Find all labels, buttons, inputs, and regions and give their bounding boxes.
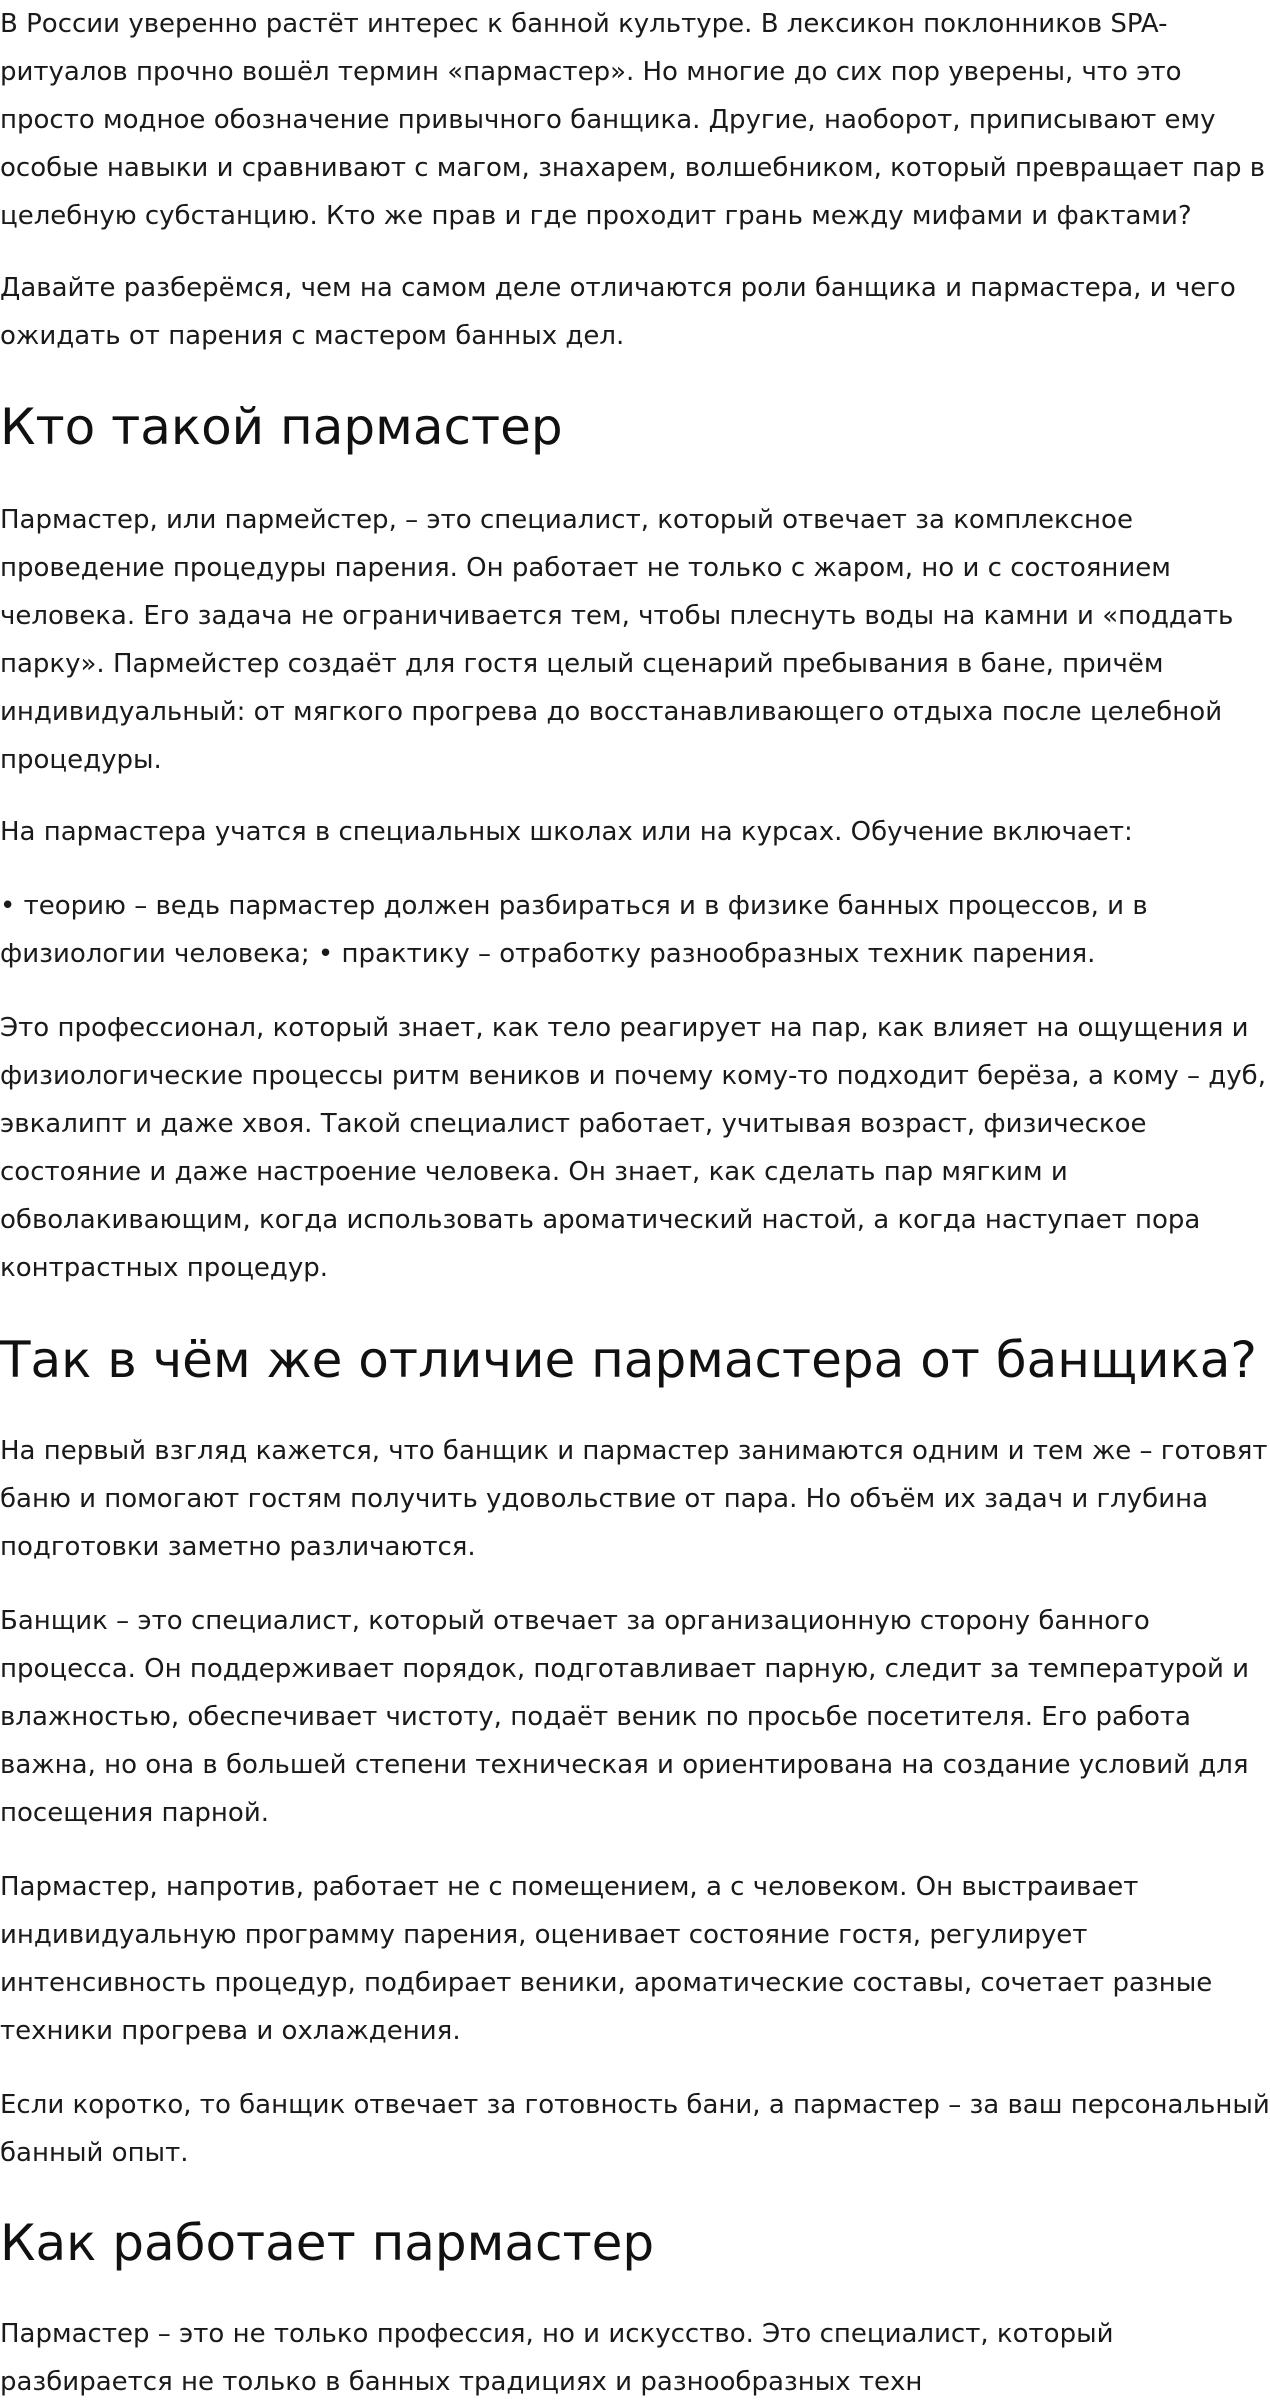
text-line: процедуры. [0, 745, 162, 775]
text-line: состояние и даже настроение человека. Он знает, как сделать пар мягким и [0, 1157, 1068, 1187]
text-line: особые навыки и сравнивают с магом, знахарем, волшебником, который превращает пар в [0, 153, 1266, 183]
section-heading-how-works: Как работает пармастер [0, 2214, 655, 2272]
text-line: разбирается не только в банных традициях и разнообразных техн [0, 2367, 923, 2397]
text-line: • теорию – ведь пармастер должен разбираться и в физике банных процессов, и в [0, 891, 1148, 921]
section1-paragraph-4 [0, 1004, 1268, 1292]
text-line: физиологии человека; • практику – отработку разнообразных техник парения. [0, 939, 1096, 969]
section1-paragraph-1 [0, 496, 1268, 784]
text-line: интенсивность процедур, подбирает веники, ароматические составы, сочетает разные [0, 1968, 1213, 1998]
section2-paragraph-1 [0, 1427, 1268, 1571]
section1-bullets-paragraph [0, 882, 1268, 978]
intro-paragraph-2 [0, 264, 1268, 360]
text-line: Пармастер, или пармейстер, – это специалист, который отвечает за комплексное [0, 505, 1133, 535]
text-line: техники прогрева и охлаждения. [0, 2016, 461, 2046]
text-line: человека. Его задача не ограничивается тем, чтобы плеснуть воды на камни и «поддать [0, 601, 1234, 631]
text-line: посещения парной. [0, 1798, 269, 1828]
text-line: контрастных процедур. [0, 1253, 329, 1283]
text-line: На первый взгляд кажется, что банщик и пармастер занимаются одним и тем же – готовят [0, 1436, 1268, 1466]
text-line: индивидуальный: от мягкого прогрева до восстанавливающего отдыха после целебной [0, 697, 1223, 727]
section-heading-who-is-parmaster: Кто такой пармастер [0, 398, 563, 456]
text-line: подготовки заметно различаются. [0, 1532, 476, 1562]
text-line: целебную субстанцию. Кто же прав и где проходит грань между мифами и фактами? [0, 201, 1192, 231]
text-line: Это профессионал, который знает, как тело реагирует на пар, как влияет на ощущения и [0, 1013, 1249, 1043]
section-heading-difference: Так в чём же отличие пармастера от банщика? [0, 1331, 1257, 1389]
text-line: банный опыт. [0, 2138, 189, 2168]
intro-paragraph-1 [0, 0, 1268, 240]
text-line: баню и помогают гостям получить удовольствие от пара. Но объём их задач и глубина [0, 1484, 1209, 1514]
text-line: Давайте разберёмся, чем на самом деле отличаются роли банщика и пармастера, и чего [0, 273, 1236, 303]
text-line: просто модное обозначение привычного банщика. Другие, наоборот, приписывают ему [0, 105, 1216, 135]
text-line: На пармастера учатся в специальных школах или на курсах. Обучение включает: [0, 817, 1133, 847]
text-line: обволакивающим, когда использовать ароматический настой, а когда наступает пора [0, 1205, 1201, 1235]
text-line: индивидуальную программу парения, оценивает состояние гостя, регулирует [0, 1920, 1088, 1950]
text-line: ожидать от парения с мастером банных дел. [0, 321, 625, 351]
text-line: физиологические процессы ритм веников и почему кому-то подходит берёза, а кому – дуб, [0, 1061, 1266, 1091]
section2-paragraph-2 [0, 1597, 1268, 1837]
section2-paragraph-4 [0, 2081, 1268, 2177]
text-line: Банщик – это специалист, который отвечает за организационную сторону банного [0, 1606, 1150, 1636]
text-line: эвкалипт и даже хвоя. Такой специалист работает, учитывая возраст, физическое [0, 1109, 1147, 1139]
text-line: процесса. Он поддерживает порядок, подготавливает парную, следит за температурой и [0, 1654, 1250, 1684]
text-line: ритуалов прочно вошёл термин «пармастер». Но многие до сих пор уверены, что это [0, 57, 1182, 87]
text-line: важна, но она в большей степени техническая и ориентирована на создание условий для [0, 1750, 1249, 1780]
text-line: проведение процедуры парения. Он работает не только с жаром, но и с состоянием [0, 553, 1171, 583]
text-line: В России уверенно растёт интерес к банной культуре. В лексикон поклонников SPA- [0, 9, 1168, 39]
text-line: парку». Пармейстер создаёт для гостя целый сценарий пребывания в бане, причём [0, 649, 1164, 679]
text-line: Пармастер – это не только профессия, но и искусство. Это специалист, который [0, 2319, 1114, 2349]
section1-paragraph-2 [0, 808, 1268, 856]
text-line: влажностью, обеспечивает чистоту, подаёт веник по просьбе посетителя. Его работа [0, 1702, 1191, 1732]
section2-paragraph-3 [0, 1863, 1268, 2055]
text-line: Если коротко, то банщик отвечает за готовность бани, а пармастер – за ваш персональный [0, 2090, 1270, 2120]
section3-paragraph-1 [0, 2310, 1268, 2406]
text-line: Пармастер, напротив, работает не с помещением, а с человеком. Он выстраивает [0, 1872, 1139, 1902]
